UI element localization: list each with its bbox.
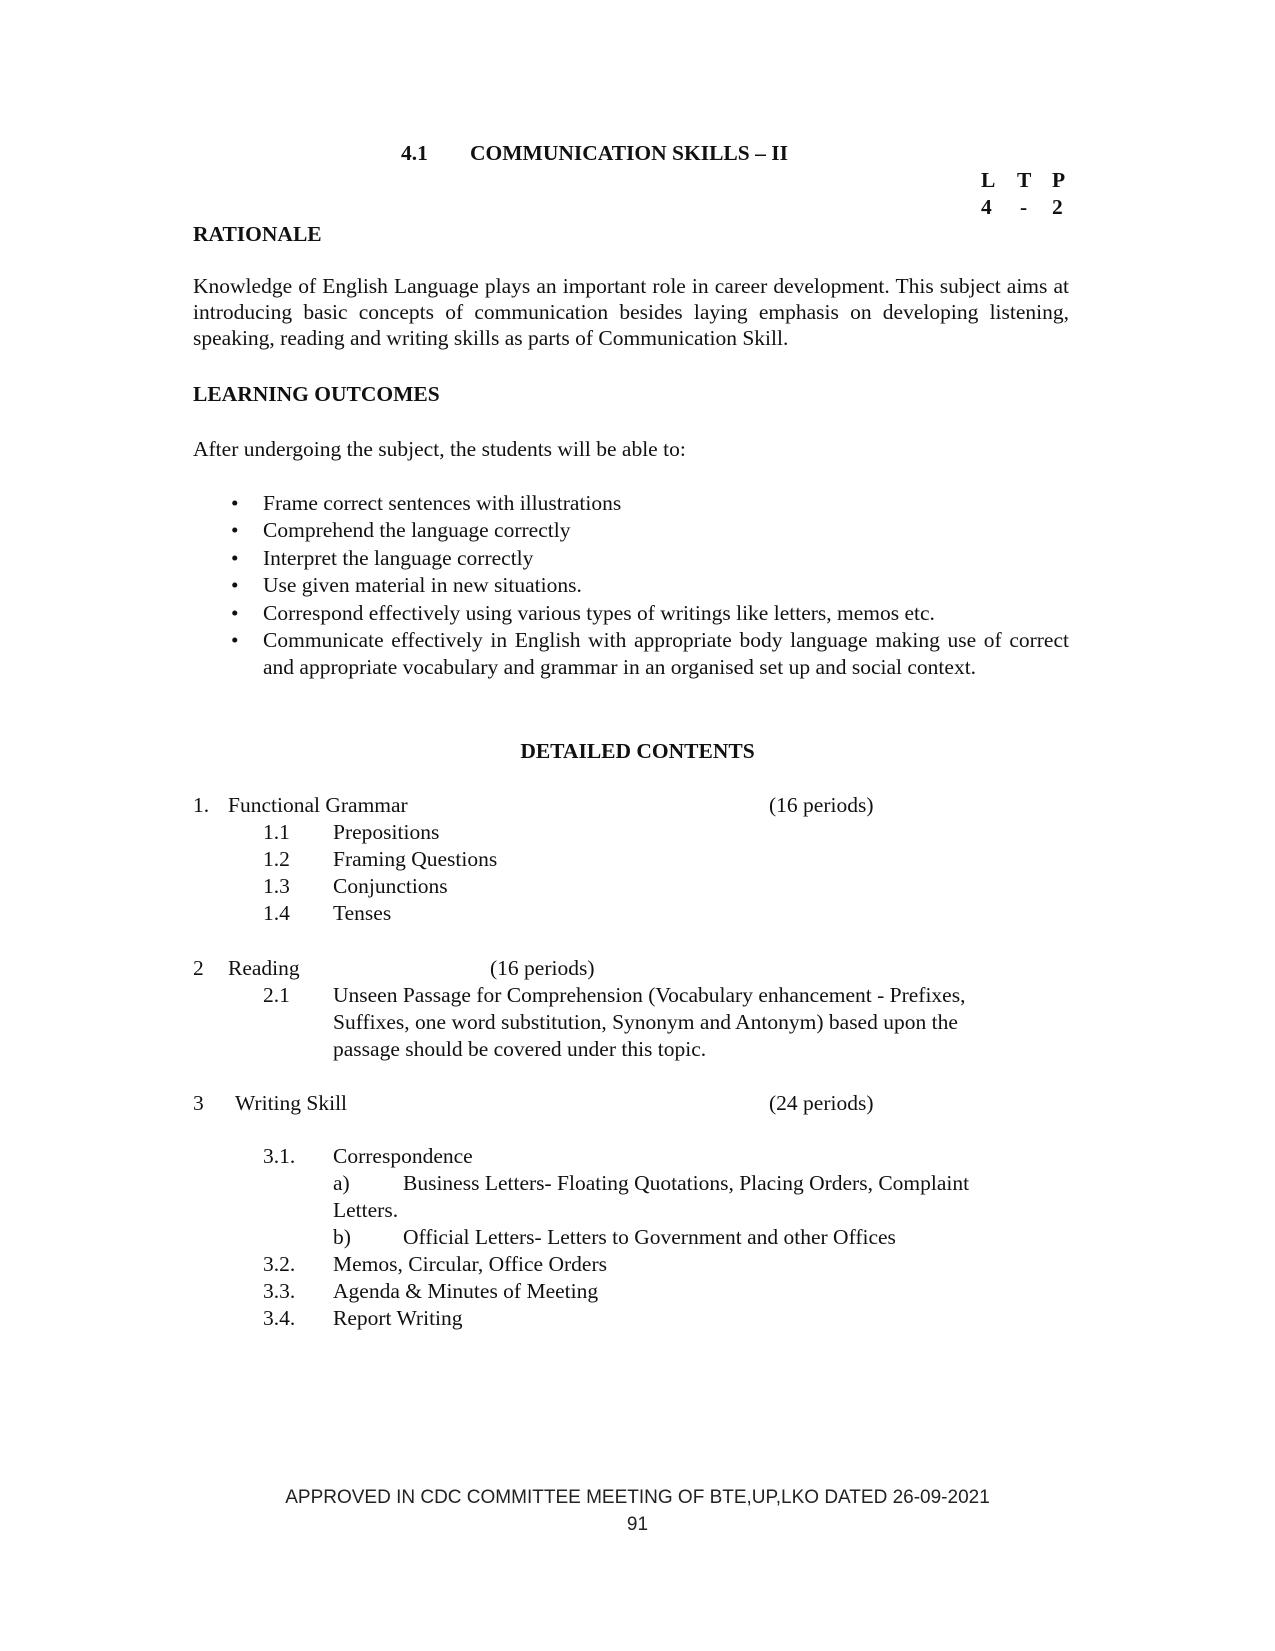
subtopic-text-continued: Letters. — [333, 1198, 399, 1222]
contents-heading: DETAILED CONTENTS — [520, 739, 755, 763]
topic-number: 3.4. — [263, 1306, 296, 1330]
topic-text: Correspondence — [333, 1144, 473, 1168]
rationale-heading: RATIONALE — [193, 222, 322, 246]
topic-text: Report Writing — [333, 1306, 463, 1330]
topic-text: passage should be covered under this topic. — [333, 1037, 707, 1061]
ltp-label-t: T — [1017, 168, 1032, 192]
ltp-value-p: 2 — [1052, 195, 1063, 219]
outcome-item: • Comprehend the language correctly — [193, 517, 1069, 544]
section-number: 4.1 — [401, 141, 428, 165]
unit-number: 2 — [193, 956, 204, 980]
subtopic-label: b) — [333, 1225, 351, 1249]
topic-number: 2.1 — [263, 983, 290, 1007]
topic-number: 3.2. — [263, 1252, 296, 1276]
ltp-label-p: P — [1052, 168, 1066, 192]
topic-text: Agenda & Minutes of Meeting — [333, 1279, 599, 1303]
outcomes-heading: LEARNING OUTCOMES — [193, 382, 440, 406]
approval-footer: APPROVED IN CDC COMMITTEE MEETING OF BTE,UP,LKO DATED 26-09-2021 — [285, 1487, 990, 1508]
topic-text: Memos, Circular, Office Orders — [333, 1252, 607, 1276]
unit-title: Writing Skill — [235, 1091, 348, 1115]
ltp-value-t: - — [1020, 195, 1028, 219]
topic-text: Prepositions — [333, 820, 440, 844]
ltp-label-l: L — [981, 168, 996, 192]
page-title: COMMUNICATION SKILLS – II — [470, 141, 788, 165]
subtopic-text: Business Letters- Floating Quotations, Placing Orders, Complaint — [403, 1171, 970, 1195]
unit-periods: (16 periods) — [490, 956, 595, 980]
unit-periods: (24 periods) — [769, 1091, 874, 1115]
topic-text: Conjunctions — [333, 874, 448, 898]
topic-number: 3.1. — [263, 1144, 296, 1168]
subtopic-label: a) — [333, 1171, 350, 1195]
topic-number: 1.4 — [263, 901, 290, 925]
topic-number: 3.3. — [263, 1279, 296, 1303]
outcomes-intro: After undergoing the subject, the students will be able to: — [193, 437, 686, 461]
outcome-item: • Correspond effectively using various types of writings like letters, memos etc. — [193, 600, 1069, 627]
rationale-text: Knowledge of English Language plays an important role in career development. This subject aims at introducing basic concepts of communication besides laying emphasis on developing listening, speaking, reading and writing skills as parts of Communication Skill. — [193, 274, 1069, 350]
outcome-item: • Interpret the language correctly — [193, 545, 1069, 572]
topic-text: Unseen Passage for Comprehension (Vocabulary enhancement - Prefixes, — [333, 983, 966, 1007]
outcome-item: • Frame correct sentences with illustrations — [193, 490, 1069, 517]
topic-text: Suffixes, one word substitution, Synonym and Antonym) based upon the — [333, 1010, 958, 1034]
unit-periods: (16 periods) — [769, 793, 874, 817]
unit-title: Functional Grammar — [228, 793, 408, 817]
unit-title: Reading — [228, 956, 300, 980]
topic-number: 1.3 — [263, 874, 290, 898]
outcome-item: • Communicate effectively in English with appropriate body language making use of correct and appropriate vocabulary and grammar in an organised set up and social context. — [193, 627, 1069, 682]
outcomes-list — [193, 490, 1069, 682]
outcome-item: • Use given material in new situations. — [193, 572, 1069, 599]
unit-number: 1. — [193, 793, 210, 817]
ltp-value-l: 4 — [981, 195, 992, 219]
topic-number: 1.1 — [263, 820, 290, 844]
topic-text: Tenses — [333, 901, 392, 925]
page-number: 91 — [626, 1514, 649, 1535]
topic-number: 1.2 — [263, 847, 290, 871]
subtopic-text: Official Letters- Letters to Government and other Offices — [403, 1225, 896, 1249]
unit-number: 3 — [193, 1091, 204, 1115]
topic-text: Framing Questions — [333, 847, 498, 871]
